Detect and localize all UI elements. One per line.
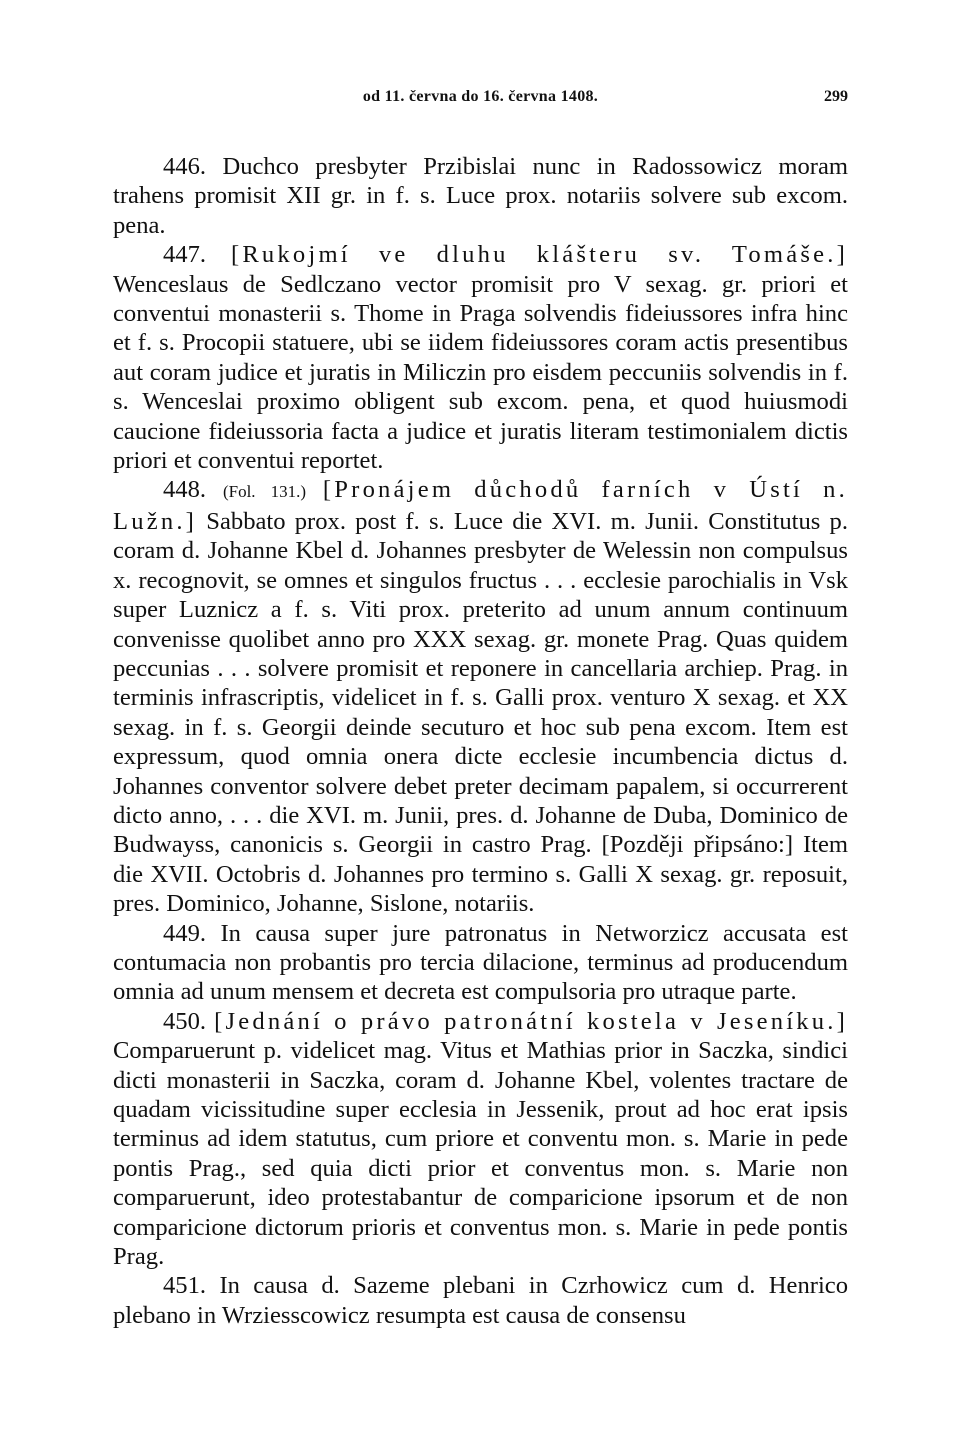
entry-text: Sabbato prox. post f. s. Luce die XVI. m. Junii. Constitutus p. coram d. Johanne Kbel d. Johannes presbyter de Welessin non compulsus x. recognovit, se omnes et singulos fructus . . . ecclesie parochialis in Vsk super Luznicz a f. s. Viti prox. preterito ad unum annum continuum convenisse quolibet anno pro XXX sexag. gr. monete Prag. Quas quidem peccunias . . . solvere promisit et reponere in cancellaria archiep. Prag. in terminis infrascriptis, videlicet in f. s. Galli prox. venturo X sexag. et XX sexag. in f. s. Georgii deinde secuturo et hoc sub pena excom. Item est expressum, quod omnia onera dicte ecclesie incumbencia dictus d. Johannes conventor solvere debet preter decimam papalem, si occurrerent dicto anno, . . . die XVI. m. Junii, pres. d. Johanne de Duba, Dominico de Budwayss, canonicis s. Georgii in castro Prag. xyxy=(113,507,848,859)
entry-number: 450. xyxy=(163,1007,207,1035)
entry-text: In causa super jure patronatus in Networzicz accusata est contumacia non probantis pro tercia dilacione, terminus ad producendum omnia ad unum mensem et decreta est compulsoria pro utraque parte. xyxy=(113,919,849,1006)
entry-heading: [Rukojmí ve dluhu klášteru sv. Tomáše.] xyxy=(230,241,848,269)
entry-number: 451. xyxy=(163,1272,207,1300)
entry-text-continued: Item die XVII. Octobris d. Johannes pro termino s. Galli X sexag. gr. reposuit, pres. Dominico, Johanne, Sislone, notariis. xyxy=(113,831,849,918)
document-page xyxy=(113,88,848,1330)
body-text xyxy=(113,152,848,1330)
entry-text: In causa d. Sazeme plebani in Czrhowicz cum d. Henrico plebano in Wrziesscowicz resumpta est causa de consensu xyxy=(113,1272,848,1329)
running-head-title: od 11. června do 16. června 1408. xyxy=(362,88,599,105)
entry-number: 447. xyxy=(163,241,207,269)
entry-447 xyxy=(113,240,848,475)
entry-449 xyxy=(113,919,848,1007)
page-number: 299 xyxy=(824,88,848,105)
entry-heading: [Pronájem důchodů farních v Ústí n. Lužn.] xyxy=(113,476,848,535)
entry-448 xyxy=(113,475,848,918)
entry-heading: [Jednání o právo patronátní kostela v Jeseníku.] xyxy=(214,1007,848,1035)
later-note: [Později připsáno:] xyxy=(601,831,794,859)
entry-446 xyxy=(113,152,848,240)
entry-text: Wenceslaus de Sedlczano vector promisit pro V sexag. gr. priori et conventui monasterii s. Thome in Praga solvendis fideiussores infra hinc et f. s. Procopii statuere, ubi se iidem fideiussores coram actis presentibus aut coram judice et juratis in Miliczin pro eisdem peccuniis solvendis in f. s. Wenceslai proximo obligent sub excom. pena, et quod huiusmodi caucione fideiussoria facta a judice et juratis literam testimonialem dictis priori et conventui reportet. xyxy=(113,270,848,475)
entry-450 xyxy=(113,1007,848,1272)
entry-451 xyxy=(113,1271,848,1330)
entry-number: 448. xyxy=(163,476,207,504)
entry-text: Comparuerunt p. videlicet mag. Vitus et Mathias prior in Saczka, sindici dicti monasterii in Saczka, coram d. Johanne Kbel, volentes tractare de quadam vicissitudine super ecclesia in Jessenik, prout ad hoc erat ipsis terminus ad idem statutus, cum priore et conventu mon. s. Marie in pede pontis Prag., sed quia dicti prior et conventus mon. s. Marie non comparuerunt, ideo protestabantur de comparicione ipsorum et de non comparicione dictorum prioris et conventus mon. s. Marie in pede pontis Prag. xyxy=(113,1037,848,1271)
entry-text: Duchco presbyter Przibislai nunc in Radossowicz moram trahens promisit XII gr. in f. s. Luce prox. notariis solvere sub excom. pena. xyxy=(113,153,848,239)
folio-reference: (Fol. 131.) xyxy=(222,482,306,502)
running-head xyxy=(113,88,848,112)
entry-number: 449. xyxy=(163,919,207,947)
entry-number: 446. xyxy=(163,153,207,180)
